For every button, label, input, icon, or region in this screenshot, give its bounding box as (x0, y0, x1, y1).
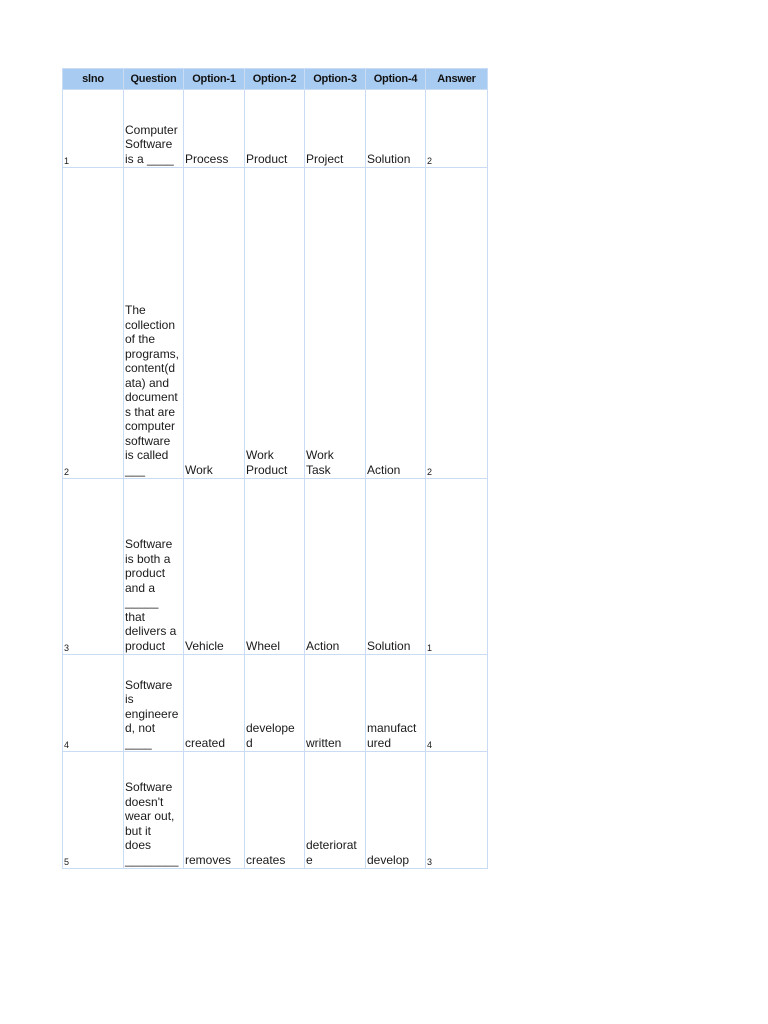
table-row (63, 90, 488, 168)
cell-option-2: develope d (245, 655, 305, 752)
cell-option-1: created (184, 655, 245, 752)
cell-option-4: manufact ured (366, 655, 426, 752)
table-row (63, 752, 488, 869)
cell-option-3: deteriorat e (305, 752, 366, 869)
cell-question: Software is engineere d, not ____ (124, 655, 184, 752)
cell-option-4: Solution (366, 90, 426, 168)
cell-option-4: Solution (366, 479, 426, 655)
cell-option-3: written (305, 655, 366, 752)
header-option-3: Option-3 (305, 69, 366, 90)
cell-option-4: develop (366, 752, 426, 869)
cell-option-3: Action (305, 479, 366, 655)
cell-option-1: Work (184, 168, 245, 479)
cell-option-2: Wheel (245, 479, 305, 655)
cell-answer: 4 (426, 655, 488, 752)
cell-question: The collection of the programs, content(d ata) and document s that are computer software is called ___ (124, 168, 184, 479)
cell-slno: 1 (63, 90, 124, 168)
cell-question: Software is both a product and a _____ that delivers a product (124, 479, 184, 655)
mcq-table (62, 68, 488, 869)
cell-option-3: Project (305, 90, 366, 168)
cell-slno: 4 (63, 655, 124, 752)
cell-option-2: Product (245, 90, 305, 168)
cell-option-2: Work Product (245, 168, 305, 479)
cell-question: Software doesn't wear out, but it does ________ (124, 752, 184, 869)
header-option-4: Option-4 (366, 69, 426, 90)
cell-option-4: Action (366, 168, 426, 479)
header-answer: Answer (426, 69, 488, 90)
table-row (63, 655, 488, 752)
cell-option-3: Work Task (305, 168, 366, 479)
header-option-2: Option-2 (245, 69, 305, 90)
cell-answer: 1 (426, 479, 488, 655)
cell-answer: 3 (426, 752, 488, 869)
table-row (63, 168, 488, 479)
cell-slno: 3 (63, 479, 124, 655)
cell-option-2: creates (245, 752, 305, 869)
cell-answer: 2 (426, 90, 488, 168)
header-row (63, 69, 488, 90)
table-row (63, 479, 488, 655)
header-option-1: Option-1 (184, 69, 245, 90)
cell-option-1: Process (184, 90, 245, 168)
header-question: Question (124, 69, 184, 90)
cell-slno: 5 (63, 752, 124, 869)
cell-option-1: Vehicle (184, 479, 245, 655)
cell-question: Computer Software is a ____ (124, 90, 184, 168)
cell-option-1: removes (184, 752, 245, 869)
cell-slno: 2 (63, 168, 124, 479)
header-slno: slno (63, 69, 124, 90)
cell-answer: 2 (426, 168, 488, 479)
